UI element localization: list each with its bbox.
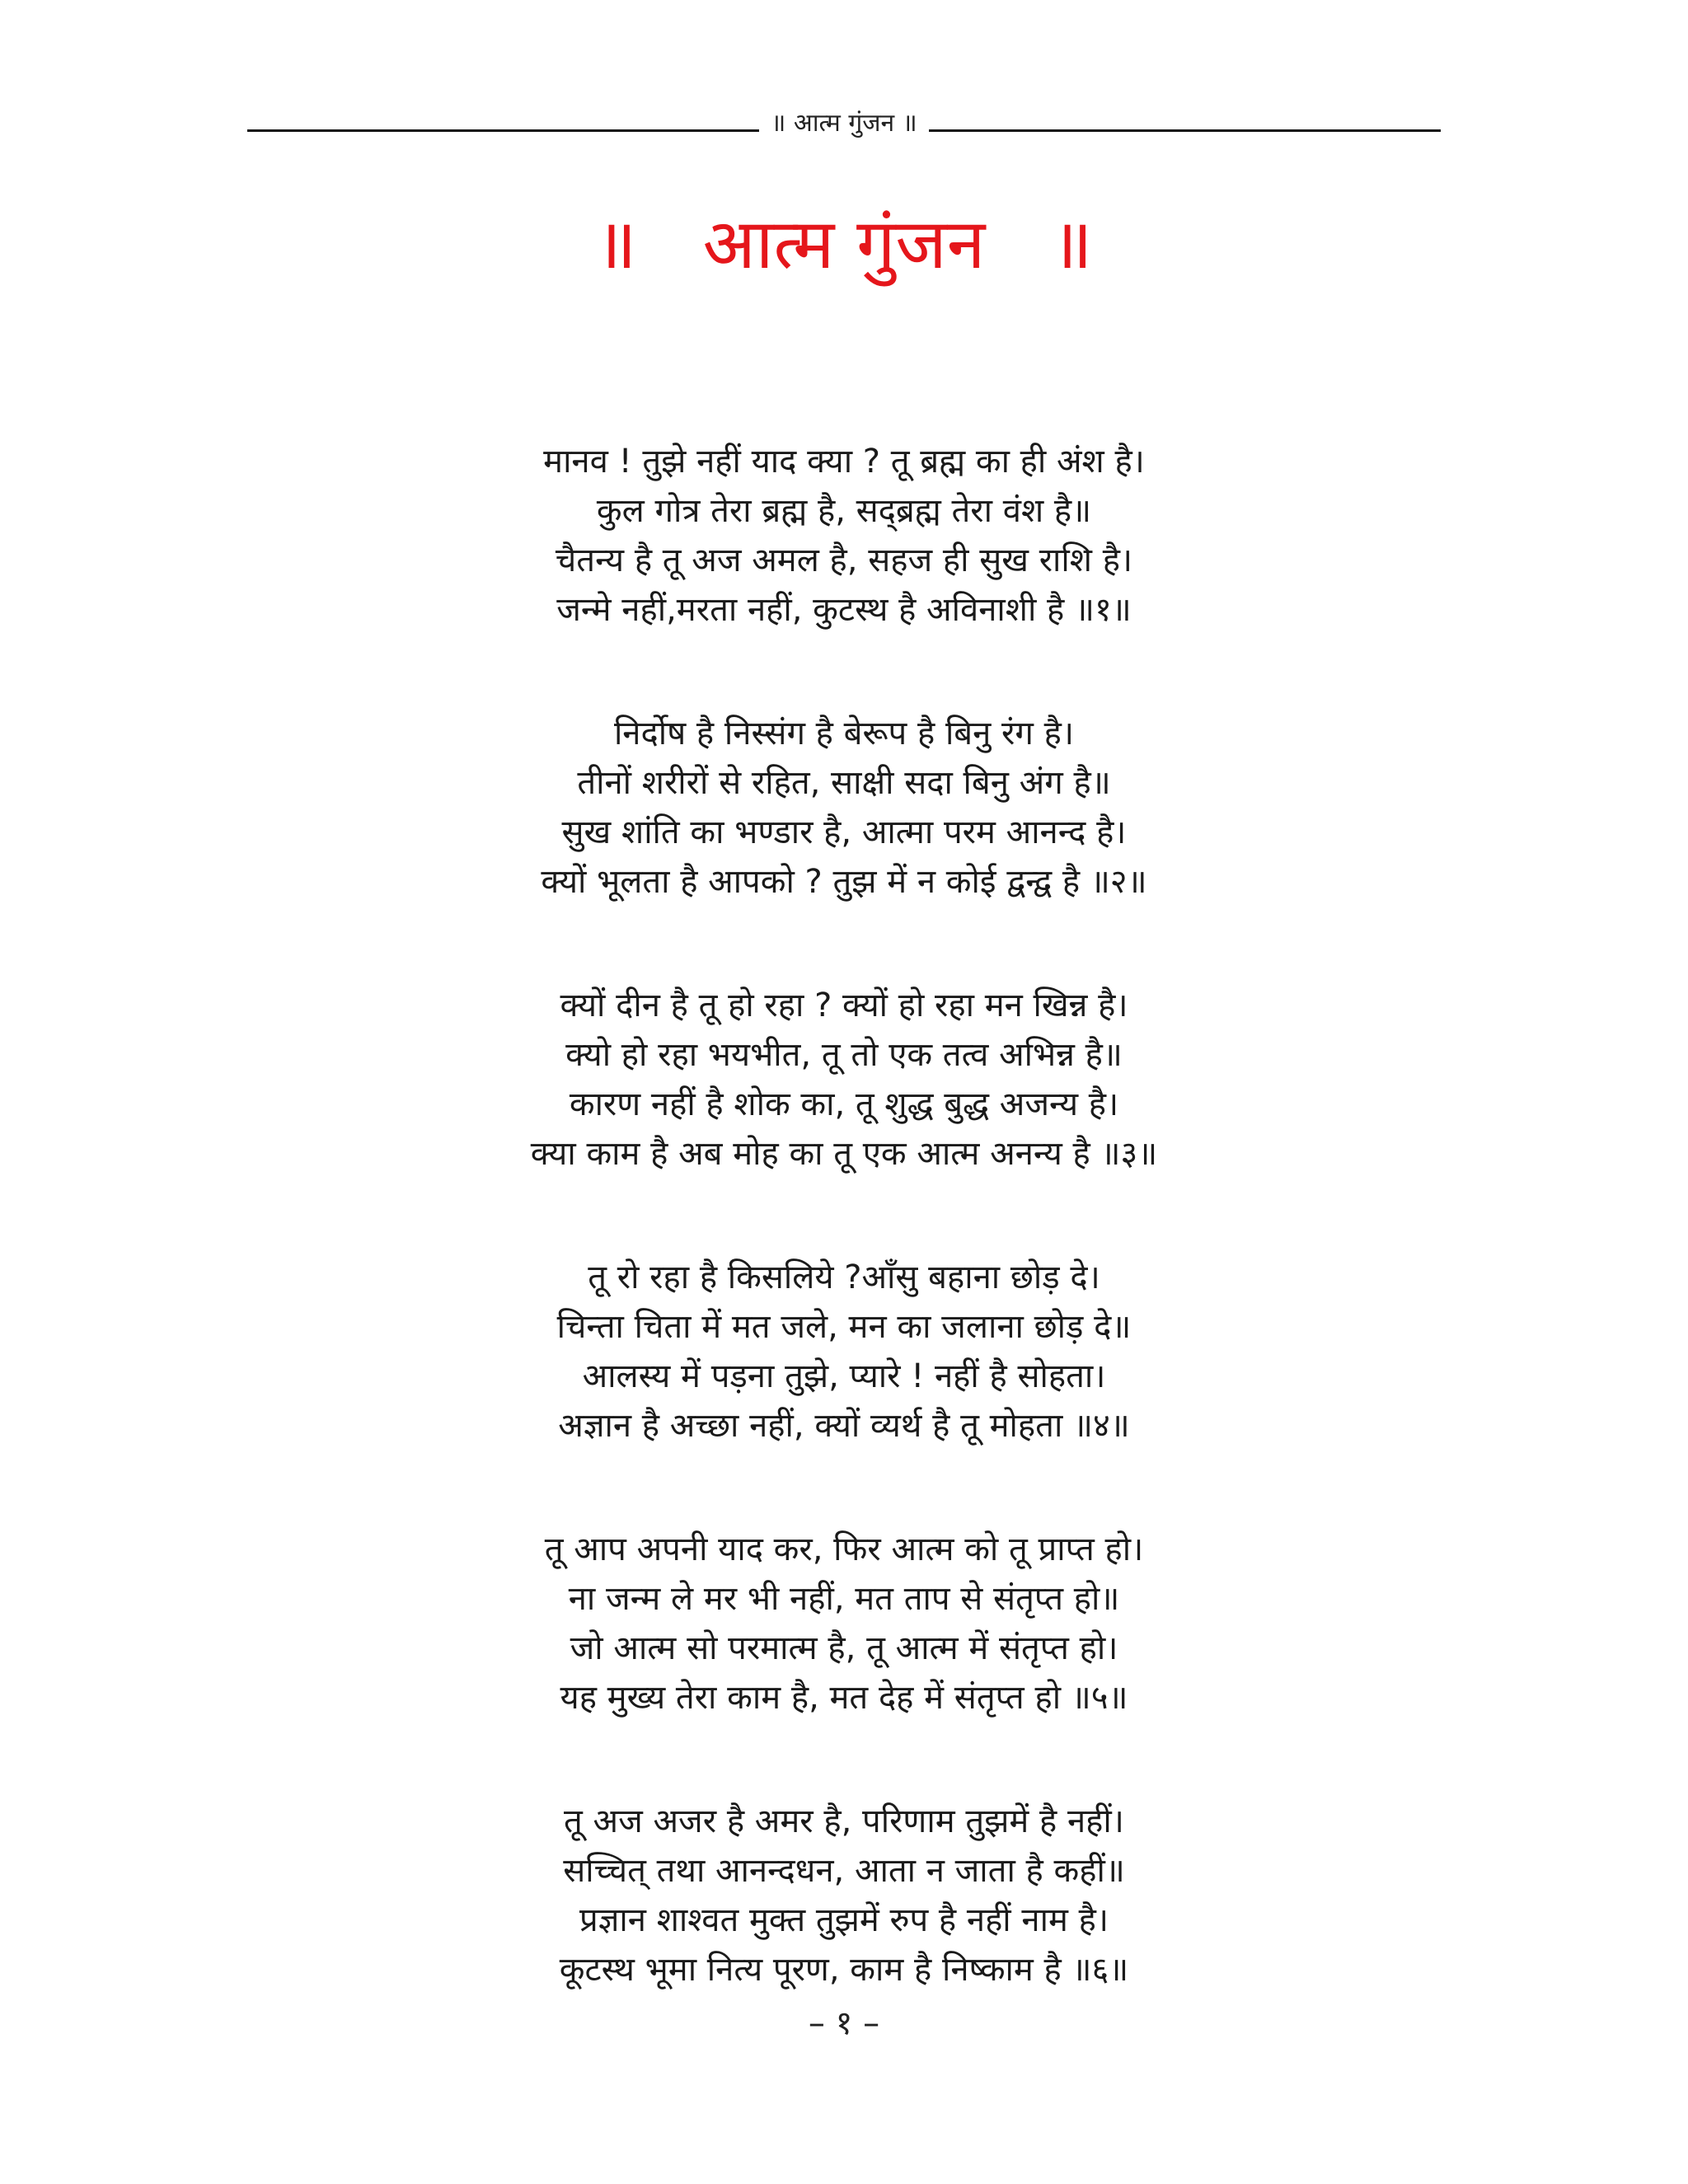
verse-line: जन्मे नहीं,मरता नहीं, कुटस्थ है अविनाशी है ॥१॥	[556, 591, 1132, 629]
stanza-4	[0, 1253, 1688, 1451]
verse-line: सुख शांति का भण्डार है, आत्मा परम आनन्द है।	[561, 813, 1127, 851]
stanza-6	[0, 1797, 1688, 1994]
verse-line: जो आत्म सो परमात्म है, तू आत्म में संतृप्त हो।	[570, 1629, 1118, 1667]
verse-line: क्यों दीन है तू हो रहा ? क्यों हो रहा मन खिन्न है।	[560, 987, 1128, 1024]
poem-body	[0, 437, 1688, 1994]
verse-line: तू रो रहा है किसलिये ?आँसु बहाना छोड़ दे।	[588, 1258, 1100, 1296]
stanza-5	[0, 1525, 1688, 1722]
stanza-2	[0, 709, 1688, 907]
verse-line: मानव ! तुझे नहीं याद क्या ? तू ब्रह्म का ही अंश है।	[543, 443, 1145, 480]
verse-line: यह मुख्य तेरा काम है, मत देह में संतृप्त हो ॥५॥	[560, 1679, 1128, 1717]
verse-line: सच्चित् तथा आनन्दधन, आता न जाता है कहीं॥	[563, 1852, 1125, 1890]
verse-line: ना जन्म ले मर भी नहीं, मत ताप से संतृप्त हो॥	[568, 1580, 1120, 1618]
verse-line: क्या काम है अब मोह का तू एक आत्म अनन्य है ॥३॥	[530, 1135, 1158, 1173]
verse-line: कुल गोत्र तेरा ब्रह्म है, सद्ब्रह्म तेरा वंश है॥	[596, 492, 1092, 530]
verse-line: निर्दोष है निस्संग है बेरूप है बिनु रंग है।	[613, 715, 1075, 752]
page-number: – १ –	[808, 2004, 880, 2042]
verse-line: कूटस्थ भूमा नित्य पूरण, काम है निष्काम है ॥६॥	[559, 1951, 1129, 1989]
verse-line: तू अज अजर है अमर है, परिणाम तुझमें है नहीं।	[564, 1802, 1124, 1840]
verse-line: क्यों भूलता है आपको ? तुझ में न कोई द्वन्द्व है ॥२॥	[541, 863, 1147, 901]
running-header	[247, 101, 1441, 142]
stanza-1	[0, 437, 1688, 635]
verse-line: अज्ञान है अच्छा नहीं, क्यों व्यर्थ है तू मोहता ॥४॥	[558, 1407, 1130, 1445]
verse-line: चिन्ता चिता में मत जले, मन का जलाना छोड़ दे॥	[556, 1308, 1132, 1346]
header-rule-right	[929, 129, 1441, 132]
verse-line: तू आप अपनी याद कर, फिर आत्म को तू प्राप्त हो।	[544, 1530, 1144, 1568]
verse-line: कारण नहीं है शोक का, तू शुद्ध बुद्ध अजन्य है।	[569, 1085, 1119, 1123]
verse-line: प्रज्ञान शाश्वत मुक्त तुझमें रुप है नहीं नाम है।	[579, 1901, 1109, 1939]
verse-line: चैतन्य है तू अज अमल है, सहज ही सुख राशि है।	[555, 541, 1133, 579]
header-rule-left	[247, 129, 759, 132]
verse-line: आलस्य में पड़ना तुझे, प्यारे ! नहीं है सोहता।	[582, 1357, 1106, 1395]
running-title: ॥ आत्म गुंजन ॥	[771, 108, 917, 138]
stanza-3	[0, 981, 1688, 1179]
verse-line: क्यो हो रहा भयभीत, तू तो एक तत्व अभिन्न है॥	[565, 1036, 1123, 1074]
page-title: ॥ आत्म गुंजन ॥	[595, 204, 1093, 284]
verse-line: तीनों शरीरों से रहित, साक्षी सदा बिनु अंग है॥	[577, 764, 1111, 802]
